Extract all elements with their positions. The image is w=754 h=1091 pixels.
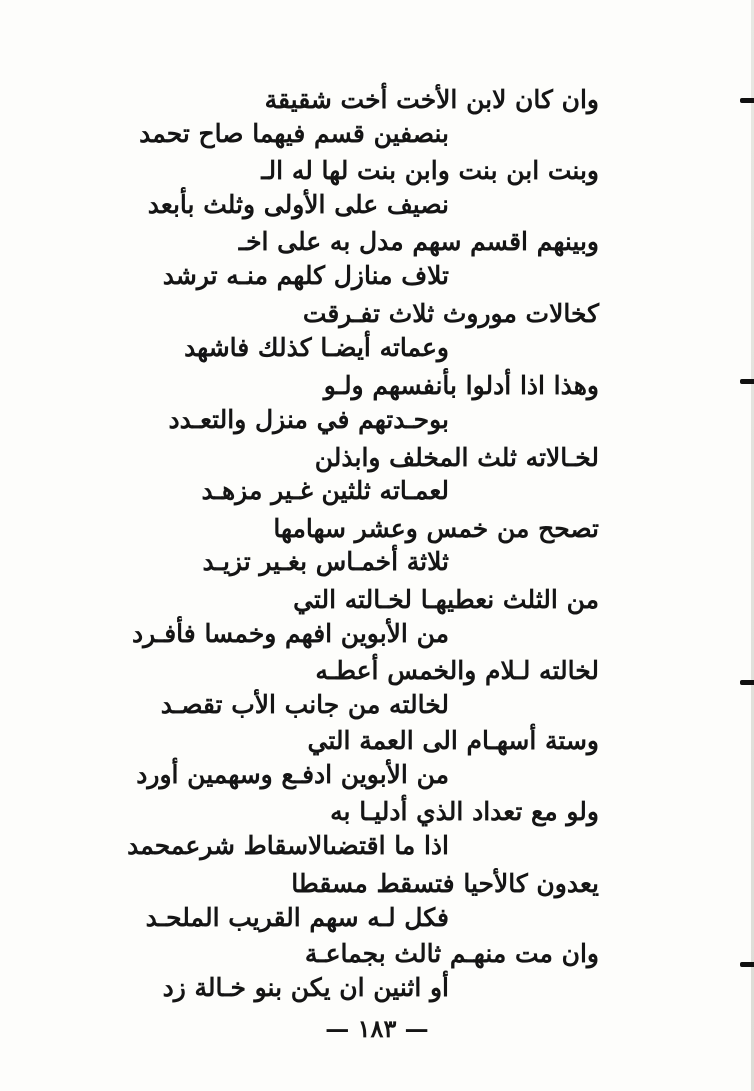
verse-line: من الأبوين ادفـع وسهمين أورد: [136, 760, 449, 789]
verse-line: وهذا اذا أدلوا بأنفسهم ولـو: [323, 371, 599, 400]
page-number: — ١٨٣ —: [325, 1014, 429, 1043]
verse-line: ولو مع تعداد الذي أدليـا به: [330, 797, 599, 826]
verse-line: فكل لـه سهم القريب الملحـد: [145, 903, 449, 932]
binding-mark: [740, 98, 754, 103]
binding-mark: [740, 680, 754, 685]
verse-line: من الثلث نعطيهـا لخـالته التي: [293, 585, 599, 614]
verse-line: نصيف على الأولى وثلث بأبعد: [147, 190, 449, 219]
verse-line: تلاف منازل كلهم منـه ترشد: [162, 261, 449, 290]
verse-line: يعدون كالأحيا فتسقط مسقطا: [291, 869, 599, 898]
verse-line: لخـالاته ثلث المخلف وابذلن: [314, 443, 599, 472]
verse-line: وبنت ابن بنت وابن بنت لها له الـ: [261, 156, 599, 185]
verse-line: وان مت منهـم ثالث بجماعـة: [304, 939, 599, 968]
verse-line: وعماته أيضـا كذلك فاشهد: [184, 333, 449, 362]
verse-line: تصحح من خمس وعشر سهامها: [273, 514, 599, 543]
verse-line: لعمـاته ثلثين غـير مزهـد: [201, 476, 449, 505]
verse-line: لخالته لـلام والخمس أعطـه: [315, 656, 599, 685]
verse-line: كخالات موروث ثلاث تفـرقت: [302, 299, 599, 328]
verse-line: ثلاثة أخمـاس بغـير تزيـد: [202, 547, 449, 576]
verse-line: أو اثنين ان يكن بنو خـالة زد: [162, 973, 449, 1002]
verse-line: وان كان لابن الأخت أخت شقيقة: [264, 85, 599, 114]
verse-line: وستة أسهـام الى العمة التي: [307, 726, 599, 755]
verse-line: من الأبوين افهم وخمسا فأفـرد: [131, 619, 449, 648]
verse-line: بنصفين قسم فيهما صاح تحمد: [139, 119, 449, 148]
binding-mark: [740, 962, 754, 967]
verse-line: بوحـدتهم في منزل والتعـدد: [168, 405, 449, 434]
binding-mark: [740, 379, 754, 384]
verse-line: اذا ما اقتضىالاسقاط شرعمحمد: [127, 831, 449, 860]
verse-line: وبينهم اقسم سهم مدل به على اخـ: [238, 227, 599, 256]
verse-line: لخالته من جانب الأب تقصـد: [160, 690, 449, 719]
